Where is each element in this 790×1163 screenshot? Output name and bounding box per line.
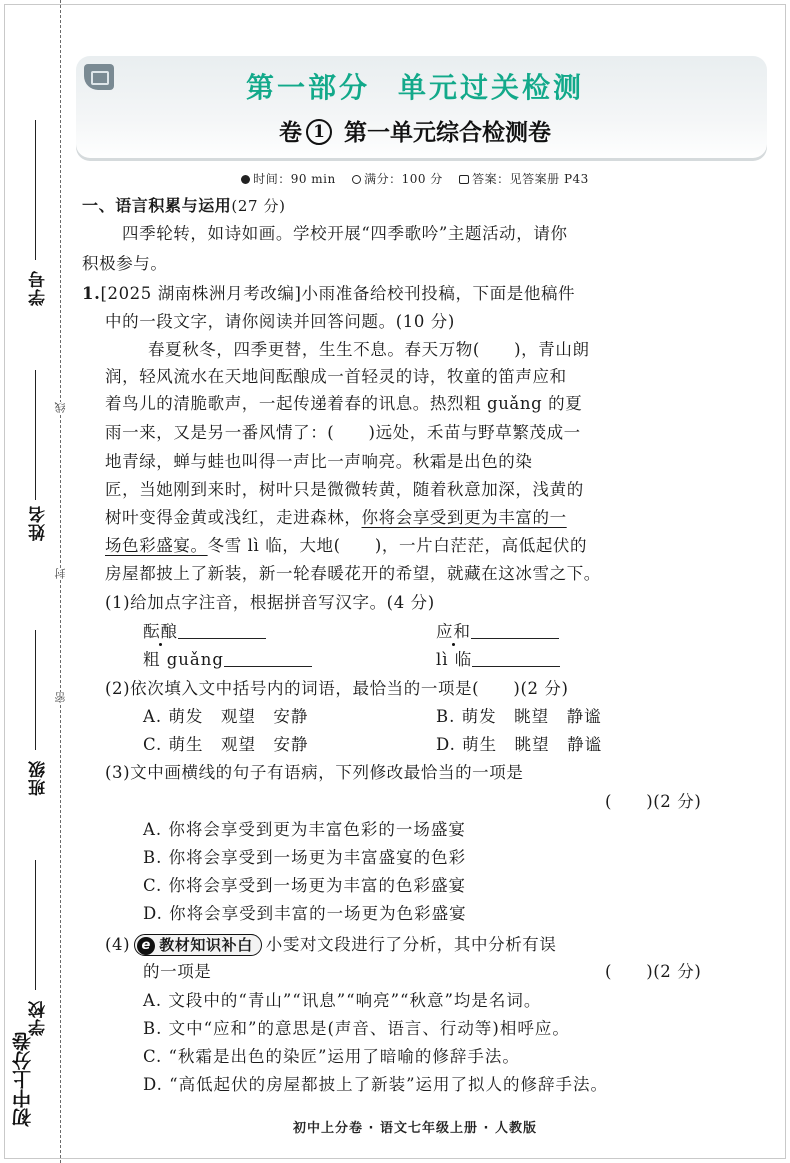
exam-title: [0, 114, 790, 147]
exam-number-badge: 1: [306, 119, 332, 145]
section-points: (27 分): [231, 197, 286, 215]
option-4b[interactable]: B. 文中“应和”的意思是(声音、语言、行动等)相呼应。: [143, 1019, 570, 1038]
part-title-a: 第一部分: [245, 71, 370, 104]
subquestion-4-number: (4): [105, 935, 131, 954]
exam-meta: [0, 170, 790, 187]
passage-line-7a: 树叶变得金黄或浅红，走进森林，: [105, 508, 362, 527]
fill-item-a-word: 酝酿: [143, 622, 178, 641]
option-2c[interactable]: C. 萌生 观望 安静: [143, 735, 309, 754]
exam-title-text: 第一单元综合检测卷: [344, 119, 551, 146]
passage-line-9: 房屋都披上了新装，新一轮春暖花开的希望，就藏在这冰雪之下。: [105, 564, 601, 583]
passage-line-6: 匠，当她刚到来时，树叶只是微微转黄，随着秋意加深，浅黄的: [105, 480, 584, 499]
school-line: [35, 860, 36, 990]
passage-line-8b: 冬雪 lì 临，大地( )，一片白茫茫，高低起伏的: [207, 536, 588, 555]
fill-item-a: [143, 622, 266, 642]
passage-line-3: 着鸟儿的清脆歌声，一起传递着春的讯息。热烈粗 guǎng 的夏: [105, 394, 583, 413]
option-3d[interactable]: D. 你将会享受到丰富的一场更为色彩盛宴: [143, 904, 467, 923]
clock-icon: [241, 175, 250, 184]
question-1-stem: [2025 湖南株洲月考改编]小雨准备给校刊投稿，下面是他稿件: [100, 284, 576, 303]
exam-prefix: 卷: [278, 119, 302, 146]
fill-item-c: [143, 650, 312, 670]
option-2a[interactable]: A. 萌发 观望 安静: [143, 707, 309, 726]
question-1-line-2: 中的一段文字，请你阅读并回答问题。(10 分): [105, 312, 455, 331]
brand-logo-text: 初中上分卷: [12, 1032, 34, 1127]
subquestion-2-stem: (2)依次填入文中括号内的词语，最恰当的一项是( )(2 分): [105, 679, 569, 698]
subquestion-1-stem: (1)给加点字注音，根据拼音写汉字。(4 分): [105, 593, 435, 612]
passage-line-2: 润，轻风流水在天地间酝酿成一首轻灵的诗，牧童的笛声应和: [105, 367, 567, 386]
option-4c[interactable]: C. “秋霜是出色的染匠”运用了暗喻的修辞手法。: [143, 1047, 520, 1066]
score-icon: [352, 175, 361, 184]
subquestion-4-stem-line-2: 的一项是: [143, 962, 212, 981]
meta-answer: 答案：见答案册 P43: [472, 172, 589, 186]
option-2b[interactable]: B. 萌发 眺望 静谧: [436, 707, 602, 726]
fill-item-b-word: 应和: [436, 622, 471, 641]
answer-blank-b[interactable]: [471, 623, 559, 639]
passage-line-8: [105, 536, 587, 556]
answer-icon: [459, 175, 469, 184]
question-1-line-1: [82, 284, 575, 304]
name-label: 姓名: [29, 505, 49, 541]
option-4a[interactable]: A. 文段中的“青山”“讯息”“响亮”“秋意”均是名词。: [143, 991, 542, 1010]
option-3b[interactable]: B. 你将会享受到一场更为丰富盛宴的色彩: [143, 848, 467, 867]
class-label: 班级: [29, 760, 49, 796]
intro-line-2: 积极参与。: [82, 254, 168, 273]
class-line: [35, 630, 36, 750]
underlined-sentence-a: 你将会享受到更为丰富的一: [361, 508, 567, 527]
option-2d[interactable]: D. 萌生 眺望 静谧: [436, 735, 603, 754]
seal-char-line: 线: [54, 402, 67, 413]
e-icon: e: [137, 937, 155, 955]
subquestion-3-stem: (3)文中画横线的句子有语病，下列修改最恰当的一项是: [105, 763, 524, 782]
subquestion-4-stem-a: 小雯对文段进行了分析，其中分析有误: [265, 935, 557, 954]
intro-line-1: 四季轮转，如诗如画。学校开展“四季歌吟”主题活动，请你: [122, 224, 568, 243]
passage-line-5: 地青绿，蝉与蛙也叫得一声比一声响亮。秋霜是出色的染: [105, 452, 533, 471]
subquestion-4-stem-line-1: [105, 934, 557, 956]
seal-char-secret: 密: [54, 692, 67, 703]
answer-blank-d[interactable]: [472, 651, 560, 667]
badge-label: 教材知识补白: [159, 936, 253, 954]
option-3a[interactable]: A. 你将会享受到更为丰富色彩的一场盛宴: [143, 820, 466, 839]
page-footer: 初中上分卷 · 语文七年级上册 · 人教版: [293, 1121, 537, 1136]
subquestion-3-answer-slot[interactable]: ( )(2 分): [605, 792, 702, 811]
textbook-supplement-badge: [134, 934, 262, 956]
answer-blank-a[interactable]: [178, 623, 266, 639]
passage-line-1: 春夏秋冬，四季更替，生生不息。春天万物( )，青山朗: [148, 340, 590, 359]
option-4d[interactable]: D. “高低起伏的房屋都披上了新装”运用了拟人的修辞手法。: [143, 1075, 609, 1094]
passage-line-4: 雨一来，又是另一番风情了：( )远处，禾苗与野草繁茂成一: [105, 423, 581, 442]
section-title: [82, 196, 286, 216]
name-line: [35, 370, 36, 500]
part-title: [0, 66, 790, 106]
student-id-label: 学号: [29, 270, 49, 306]
answer-blank-c[interactable]: [224, 651, 312, 667]
meta-full-score: 满分：100 分: [364, 172, 443, 186]
underlined-sentence-b: 场色彩盛宴。: [105, 536, 208, 555]
fill-item-b: [436, 622, 559, 642]
passage-line-7: [105, 508, 567, 528]
question-1-number: 1.: [82, 284, 101, 303]
fill-item-c-word: 粗 guǎng: [143, 650, 224, 669]
section-title-text: 一、语言积累与运用: [82, 196, 232, 215]
subquestion-4-answer-slot[interactable]: ( )(2 分): [605, 962, 702, 981]
fill-item-d: [436, 650, 560, 670]
option-3c[interactable]: C. 你将会享受到一场更为丰富的色彩盛宴: [143, 876, 467, 895]
part-title-b: 单元过关检测: [398, 71, 585, 104]
school-label: 学校: [29, 1000, 49, 1036]
fill-item-d-word: lì 临: [436, 650, 473, 669]
meta-time: 时间：90 min: [253, 172, 336, 186]
seal-char-seal: 封: [54, 568, 67, 579]
